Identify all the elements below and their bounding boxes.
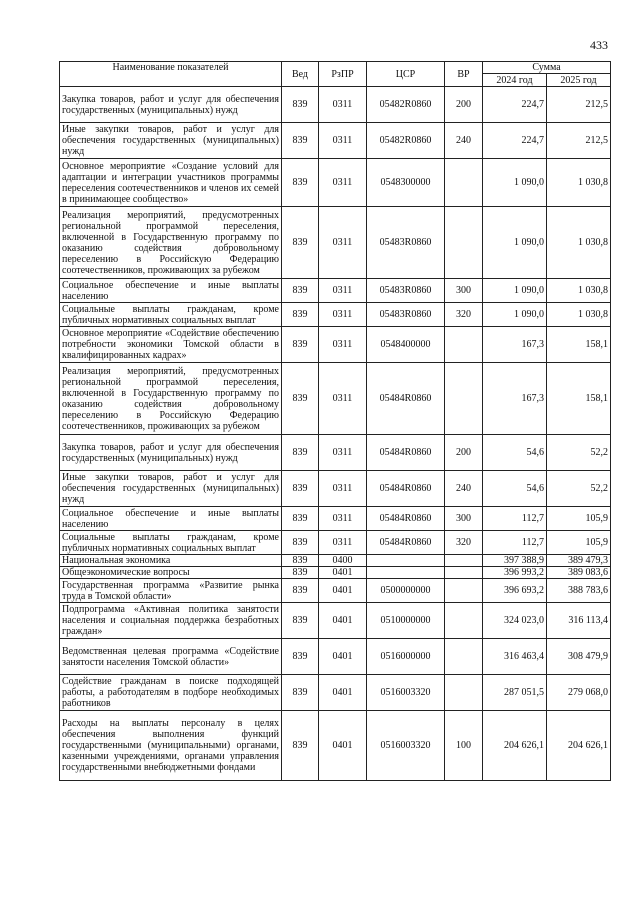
cell-y2024: 396 693,2 xyxy=(483,579,547,603)
cell-rzpr: 0401 xyxy=(319,567,367,579)
table-row xyxy=(60,327,611,363)
cell-csr: 05484R0860 xyxy=(367,507,445,531)
cell-y2024: 167,3 xyxy=(483,327,547,363)
cell-vr: 240 xyxy=(445,123,483,159)
cell-y2025: 105,9 xyxy=(547,507,611,531)
cell-name: Закупка товаров, работ и услуг для обеспечения государственных (муниципальных) нужд xyxy=(60,87,282,123)
table-row xyxy=(60,435,611,471)
cell-vr xyxy=(445,363,483,435)
cell-ved: 839 xyxy=(282,579,319,603)
cell-y2024: 54,6 xyxy=(483,435,547,471)
cell-vr: 300 xyxy=(445,507,483,531)
cell-y2024: 316 463,4 xyxy=(483,639,547,675)
table-body xyxy=(60,87,611,781)
cell-rzpr: 0311 xyxy=(319,507,367,531)
cell-rzpr: 0311 xyxy=(319,279,367,303)
cell-rzpr: 0311 xyxy=(319,123,367,159)
cell-rzpr: 0401 xyxy=(319,711,367,781)
cell-vr xyxy=(445,603,483,639)
cell-name: Расходы на выплаты персоналу в целях обеспечения выполнения функций государственными (муниципальными) органами, казенными учреждениями, органами управления государственными внебюджетными фондами xyxy=(60,711,282,781)
header-year-2025: 2025 год xyxy=(547,74,611,87)
cell-name: Государственная программа «Развитие рынка труда в Томской области» xyxy=(60,579,282,603)
cell-y2025: 1 030,8 xyxy=(547,207,611,279)
cell-ved: 839 xyxy=(282,435,319,471)
cell-name: Социальные выплаты гражданам, кроме публичных нормативных социальных выплат xyxy=(60,303,282,327)
cell-rzpr: 0401 xyxy=(319,675,367,711)
cell-y2024: 396 993,2 xyxy=(483,567,547,579)
cell-name: Реализация мероприятий, предусмотренных региональной программой переселения, включенной в Государственную программу по оказанию содействия добровольному переселению в Российскую Федерацию соотечественников, проживающих за рубежом xyxy=(60,207,282,279)
cell-y2025: 204 626,1 xyxy=(547,711,611,781)
cell-y2025: 279 068,0 xyxy=(547,675,611,711)
cell-csr: 05484R0860 xyxy=(367,363,445,435)
cell-ved: 839 xyxy=(282,279,319,303)
cell-name: Реализация мероприятий, предусмотренных региональной программой переселения, включенной в Государственную программу по оказанию содействия добровольному переселению в Российскую Федерацию соотечественников, проживающих за рубежом xyxy=(60,363,282,435)
cell-y2025: 316 113,4 xyxy=(547,603,611,639)
cell-name: Иные закупки товаров, работ и услуг для обеспечения государственных (муниципальных) нужд xyxy=(60,123,282,159)
cell-vr: 240 xyxy=(445,471,483,507)
cell-y2024: 224,7 xyxy=(483,123,547,159)
cell-csr xyxy=(367,555,445,567)
cell-ved: 839 xyxy=(282,507,319,531)
cell-csr: 0516003320 xyxy=(367,711,445,781)
cell-name: Иные закупки товаров, работ и услуг для обеспечения государственных (муниципальных) нужд xyxy=(60,471,282,507)
cell-rzpr: 0401 xyxy=(319,603,367,639)
cell-ved: 839 xyxy=(282,711,319,781)
header-rzpr: РзПР xyxy=(319,62,367,87)
cell-y2024: 224,7 xyxy=(483,87,547,123)
cell-vr: 100 xyxy=(445,711,483,781)
cell-vr: 300 xyxy=(445,279,483,303)
cell-y2024: 1 090,0 xyxy=(483,279,547,303)
cell-name: Закупка товаров, работ и услуг для обеспечения государственных (муниципальных) нужд xyxy=(60,435,282,471)
table-row xyxy=(60,639,611,675)
cell-y2025: 52,2 xyxy=(547,435,611,471)
cell-ved: 839 xyxy=(282,303,319,327)
page-number: 433 xyxy=(590,38,608,52)
table-row xyxy=(60,579,611,603)
cell-y2024: 1 090,0 xyxy=(483,207,547,279)
table-row xyxy=(60,567,611,579)
cell-rzpr: 0311 xyxy=(319,435,367,471)
cell-csr: 0548400000 xyxy=(367,327,445,363)
cell-ved: 839 xyxy=(282,123,319,159)
cell-vr: 320 xyxy=(445,531,483,555)
cell-name: Основное мероприятие «Создание условий для адаптации и интеграции участников программы переселения соотечественников и членов их семей в принимающее сообщество» xyxy=(60,159,282,207)
cell-y2024: 167,3 xyxy=(483,363,547,435)
header-name: Наименование показателей xyxy=(60,62,282,87)
cell-y2025: 389 083,6 xyxy=(547,567,611,579)
cell-name: Содействие гражданам в поиске подходящей работы, а работодателям в подборе необходимых работников xyxy=(60,675,282,711)
cell-rzpr: 0400 xyxy=(319,555,367,567)
cell-y2025: 158,1 xyxy=(547,363,611,435)
cell-y2025: 1 030,8 xyxy=(547,159,611,207)
cell-csr: 05484R0860 xyxy=(367,435,445,471)
cell-y2024: 1 090,0 xyxy=(483,303,547,327)
cell-rzpr: 0401 xyxy=(319,579,367,603)
cell-y2024: 204 626,1 xyxy=(483,711,547,781)
cell-vr xyxy=(445,207,483,279)
cell-y2025: 388 783,6 xyxy=(547,579,611,603)
cell-name: Социальные выплаты гражданам, кроме публичных нормативных социальных выплат xyxy=(60,531,282,555)
table-row xyxy=(60,507,611,531)
cell-ved: 839 xyxy=(282,639,319,675)
cell-csr: 0510000000 xyxy=(367,603,445,639)
cell-ved: 839 xyxy=(282,471,319,507)
cell-y2025: 105,9 xyxy=(547,531,611,555)
cell-name: Основное мероприятие «Содействие обеспечению потребности экономики Томской области в квалифицированных кадрах» xyxy=(60,327,282,363)
table-row xyxy=(60,603,611,639)
cell-ved: 839 xyxy=(282,207,319,279)
cell-y2025: 52,2 xyxy=(547,471,611,507)
cell-csr: 0516003320 xyxy=(367,675,445,711)
cell-y2024: 1 090,0 xyxy=(483,159,547,207)
cell-vr xyxy=(445,327,483,363)
cell-csr: 0548300000 xyxy=(367,159,445,207)
cell-rzpr: 0311 xyxy=(319,471,367,507)
table-row xyxy=(60,123,611,159)
header-csr: ЦСР xyxy=(367,62,445,87)
cell-rzpr: 0311 xyxy=(319,159,367,207)
cell-y2025: 158,1 xyxy=(547,327,611,363)
cell-csr xyxy=(367,567,445,579)
cell-y2024: 112,7 xyxy=(483,531,547,555)
header-vr: ВР xyxy=(445,62,483,87)
cell-y2025: 389 479,3 xyxy=(547,555,611,567)
header-ved: Вед xyxy=(282,62,319,87)
cell-rzpr: 0311 xyxy=(319,87,367,123)
cell-rzpr: 0311 xyxy=(319,303,367,327)
table-row xyxy=(60,555,611,567)
cell-csr: 05483R0860 xyxy=(367,279,445,303)
table-row xyxy=(60,303,611,327)
cell-csr: 05482R0860 xyxy=(367,87,445,123)
cell-y2024: 287 051,5 xyxy=(483,675,547,711)
cell-rzpr: 0401 xyxy=(319,639,367,675)
budget-table xyxy=(59,61,611,781)
cell-vr: 200 xyxy=(445,87,483,123)
table-row xyxy=(60,87,611,123)
cell-vr: 320 xyxy=(445,303,483,327)
cell-csr: 0500000000 xyxy=(367,579,445,603)
cell-ved: 839 xyxy=(282,603,319,639)
cell-name: Ведомственная целевая программа «Содействие занятости населения Томской области» xyxy=(60,639,282,675)
cell-y2025: 308 479,9 xyxy=(547,639,611,675)
cell-ved: 839 xyxy=(282,363,319,435)
cell-vr xyxy=(445,639,483,675)
cell-ved: 839 xyxy=(282,531,319,555)
cell-rzpr: 0311 xyxy=(319,327,367,363)
cell-csr: 05484R0860 xyxy=(367,531,445,555)
cell-csr: 05483R0860 xyxy=(367,207,445,279)
cell-ved: 839 xyxy=(282,675,319,711)
cell-name: Социальное обеспечение и иные выплаты населению xyxy=(60,507,282,531)
table-row xyxy=(60,531,611,555)
table-row xyxy=(60,279,611,303)
cell-y2025: 212,5 xyxy=(547,87,611,123)
table-row xyxy=(60,675,611,711)
cell-ved: 839 xyxy=(282,159,319,207)
cell-y2024: 397 388,9 xyxy=(483,555,547,567)
cell-vr xyxy=(445,675,483,711)
table-row xyxy=(60,159,611,207)
cell-csr: 05484R0860 xyxy=(367,471,445,507)
cell-y2024: 324 023,0 xyxy=(483,603,547,639)
cell-y2024: 112,7 xyxy=(483,507,547,531)
cell-ved: 839 xyxy=(282,555,319,567)
cell-vr xyxy=(445,159,483,207)
cell-ved: 839 xyxy=(282,567,319,579)
table-row xyxy=(60,471,611,507)
cell-vr: 200 xyxy=(445,435,483,471)
cell-rzpr: 0311 xyxy=(319,207,367,279)
cell-y2024: 54,6 xyxy=(483,471,547,507)
cell-name: Подпрограмма «Активная политика занятости населения и социальная поддержка безработных граждан» xyxy=(60,603,282,639)
cell-rzpr: 0311 xyxy=(319,531,367,555)
table-row xyxy=(60,363,611,435)
cell-csr: 05482R0860 xyxy=(367,123,445,159)
cell-y2025: 1 030,8 xyxy=(547,279,611,303)
table-row xyxy=(60,207,611,279)
cell-name: Социальное обеспечение и иные выплаты населению xyxy=(60,279,282,303)
header-year-2024: 2024 год xyxy=(483,74,547,87)
cell-ved: 839 xyxy=(282,87,319,123)
cell-name: Национальная экономика xyxy=(60,555,282,567)
cell-name: Общеэкономические вопросы xyxy=(60,567,282,579)
cell-csr: 05483R0860 xyxy=(367,303,445,327)
cell-vr xyxy=(445,555,483,567)
cell-y2025: 212,5 xyxy=(547,123,611,159)
cell-csr: 0516000000 xyxy=(367,639,445,675)
table-row xyxy=(60,711,611,781)
header-sum: Сумма xyxy=(483,62,611,74)
cell-vr xyxy=(445,567,483,579)
cell-rzpr: 0311 xyxy=(319,363,367,435)
cell-y2025: 1 030,8 xyxy=(547,303,611,327)
cell-vr xyxy=(445,579,483,603)
cell-ved: 839 xyxy=(282,327,319,363)
